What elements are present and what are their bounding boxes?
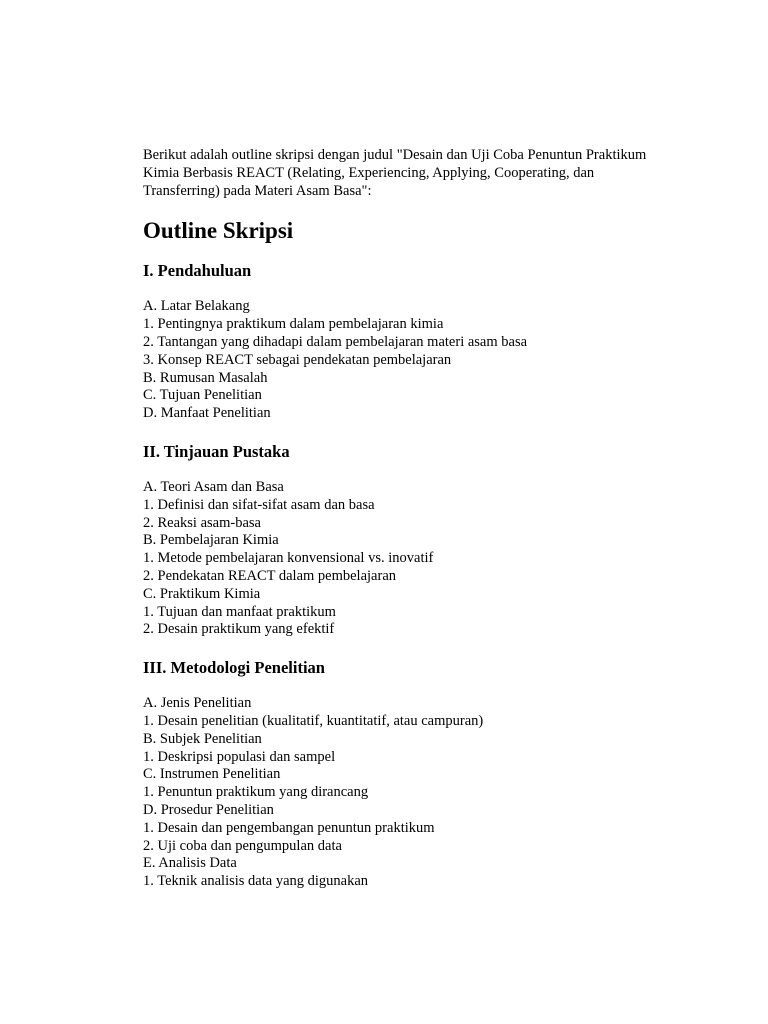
list-item: D. Prosedur Penelitian	[143, 801, 274, 818]
page-title: Outline Skripsi	[143, 218, 294, 244]
list-item: 2. Uji coba dan pengumpulan data	[143, 837, 342, 854]
list-item: C. Tujuan Penelitian	[143, 387, 262, 404]
list-item: 1. Desain dan pengembangan penuntun praktikum	[143, 819, 435, 836]
list-item: 2. Desain praktikum yang efektif	[143, 621, 335, 638]
list-item: 1. Tujuan dan manfaat praktikum	[143, 603, 336, 620]
list-item: E. Analisis Data	[143, 855, 237, 872]
list-item: 1. Pentingnya praktikum dalam pembelajaran kimia	[143, 316, 444, 333]
document-page	[143, 147, 668, 891]
list-item: A. Latar Belakang	[143, 298, 250, 315]
list-item: 1. Desain penelitian (kualitatif, kuantitatif, atau campuran)	[143, 712, 484, 729]
list-item: 2. Reaksi asam-basa	[143, 514, 261, 531]
list-item: 2. Pendekatan REACT dalam pembelajaran	[143, 567, 396, 584]
list-item: 1. Metode pembelajaran konvensional vs. inovatif	[143, 550, 434, 567]
list-item: 1. Deskripsi populasi dan sampel	[143, 748, 336, 765]
section-heading: I. Pendahuluan	[143, 261, 252, 281]
list-item: 1. Teknik analisis data yang digunakan	[143, 873, 369, 890]
list-item: A. Teori Asam dan Basa	[143, 478, 284, 495]
section-pendahuluan	[143, 261, 668, 423]
list-item: 3. Konsep REACT sebagai pendekatan pembelajaran	[143, 351, 452, 368]
list-item: 1. Definisi dan sifat-sifat asam dan basa	[143, 496, 375, 513]
section-item-list	[143, 298, 668, 423]
list-item: 2. Tantangan yang dihadapi dalam pembelajaran materi asam basa	[143, 333, 528, 350]
list-item: D. Manfaat Penelitian	[143, 405, 271, 422]
intro-paragraph: Berikut adalah outline skripsi dengan judul "Desain dan Uji Coba Penuntun Praktikum Kimia Berbasis REACT (Relating, Experiencing, Applying, Cooperating, dan Transferring) pada Materi Asam Basa":	[143, 147, 647, 199]
section-heading: II. Tinjauan Pustaka	[143, 441, 290, 461]
list-item: C. Instrumen Penelitian	[143, 766, 281, 783]
list-item: 1. Penuntun praktikum yang dirancang	[143, 784, 369, 801]
section-item-list	[143, 695, 668, 891]
list-item: B. Subjek Penelitian	[143, 730, 262, 747]
list-item: A. Jenis Penelitian	[143, 695, 252, 712]
list-item: C. Praktikum Kimia	[143, 585, 261, 602]
list-item: B. Pembelajaran Kimia	[143, 532, 279, 549]
section-heading: III. Metodologi Penelitian	[143, 658, 325, 678]
list-item: B. Rumusan Masalah	[143, 369, 268, 386]
section-metodologi-penelitian	[143, 658, 668, 891]
section-tinjauan-pustaka	[143, 442, 668, 639]
section-item-list	[143, 479, 668, 639]
